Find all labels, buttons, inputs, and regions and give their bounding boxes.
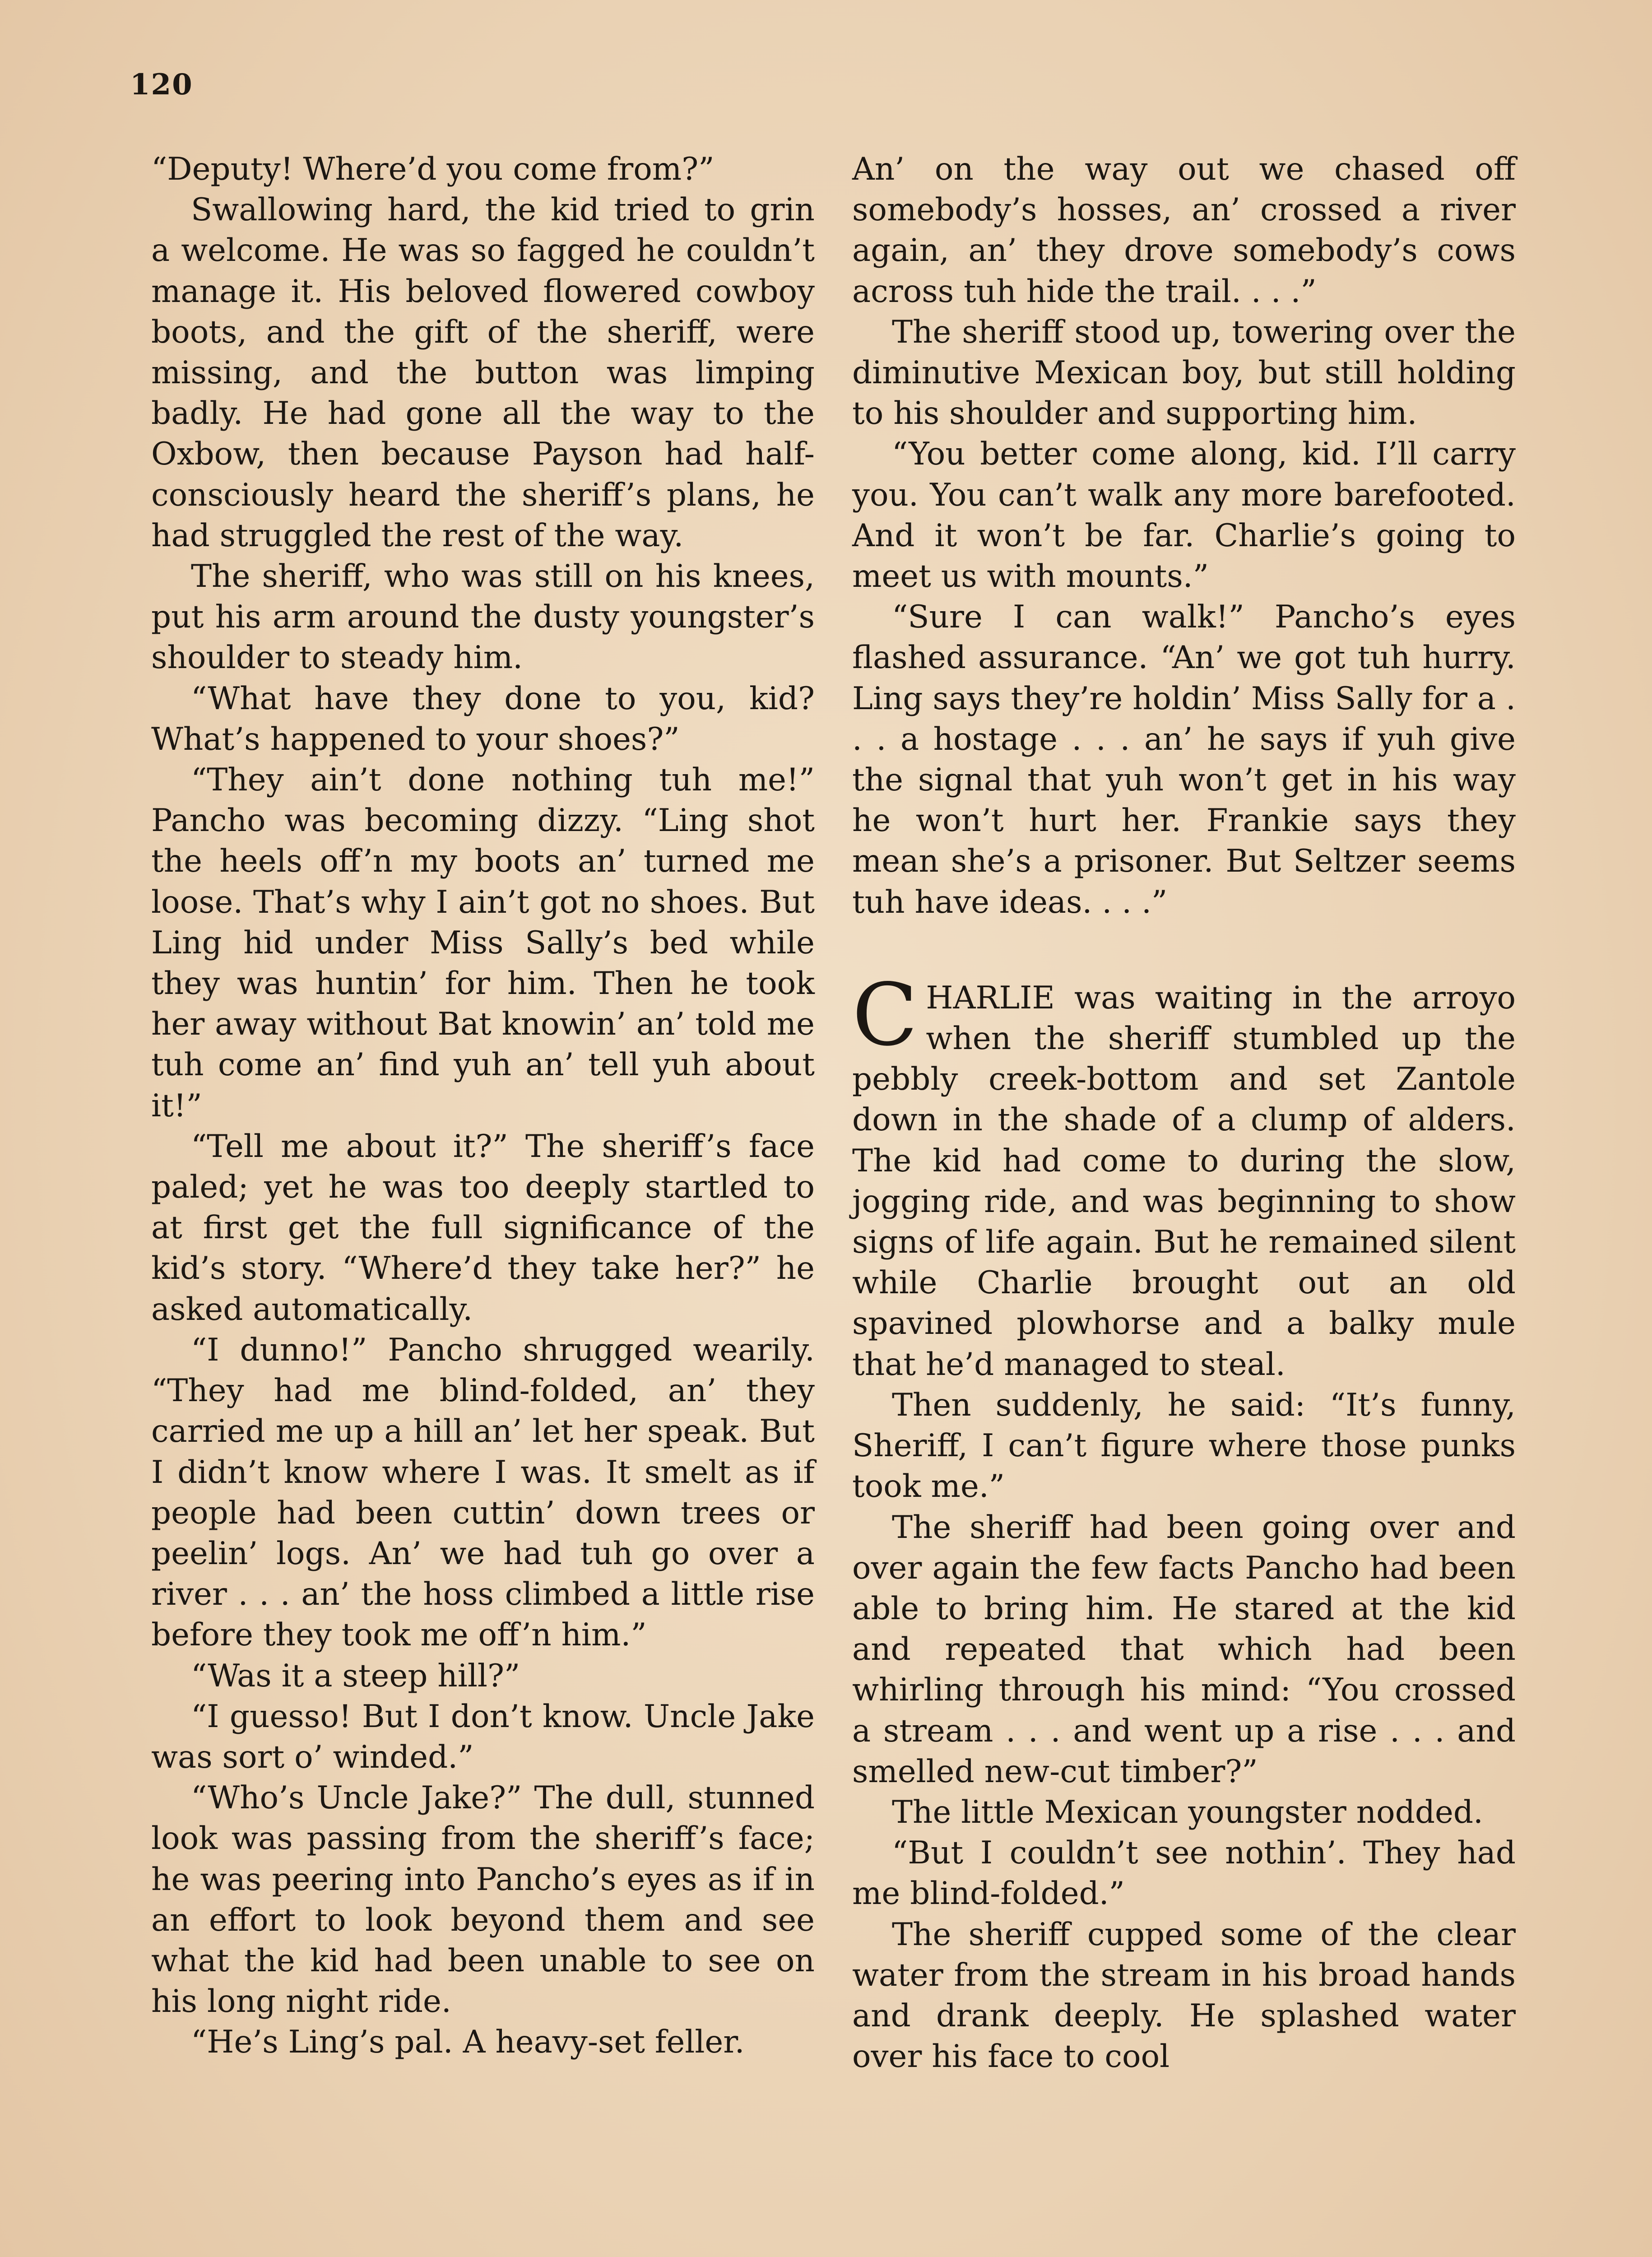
section-opening-paragraph bbox=[852, 965, 1516, 1385]
paragraph: Swallowing hard, the kid tried to grin a welcome. He was so fagged he couldn’t manage it. His beloved flowered cowboy boots, and the gift of the sheriff, were missing, and the button was limping badly. He had gone all the way to the Oxbow, then because Payson had half-consciously heard the sheriff’s plans, he had struggled the rest of the way. bbox=[151, 192, 815, 554]
paragraph: “I dunno!” Pancho shrugged wearily. “They had me blind-folded, an’ they carried me up a hill an’ let her speak. But I didn’t know where I was. It smelt as if people had been cuttin’ down trees or peelin’ logs. An’ we had tuh go over a river . . . an’ the hoss climbed a little rise before they took me off’n him.” bbox=[151, 1332, 815, 1653]
left-column bbox=[151, 149, 815, 2063]
paragraph: “He’s Ling’s pal. A heavy-set feller. bbox=[191, 2024, 745, 2061]
paragraph: “You better come along, kid. I’ll carry you. You can’t walk any more barefooted. And it won’t be far. Charlie’s going to meet us with mounts.” bbox=[852, 436, 1516, 595]
paragraph: The little Mexican youngster nodded. bbox=[892, 1794, 1483, 1830]
paragraph: “Tell me about it?” The sheriff’s face paled; yet he was too deeply startled to at first get the full significance of the kid’s story. “Where’d they take her?” he asked automatically. bbox=[151, 1128, 815, 1328]
paragraph: The sheriff had been going over and over again the few facts Pancho had been able to bring him. He stared at the kid and repeated that which had been whirling through his mind: “You crossed a stream . . . and went up a rise . . . and smelled new-cut timber?” bbox=[852, 1509, 1516, 1790]
paragraph: The sheriff cupped some of the clear water from the stream in his broad hands and drank deeply. He splashed water over his face to cool bbox=[852, 1916, 1516, 2075]
paragraph: “But I couldn’t see nothin’. They had me blind-folded.” bbox=[852, 1835, 1516, 1912]
paragraph: The sheriff, who was still on his knees, put his arm around the dusty youngster’s shoulder to steady him. bbox=[151, 558, 815, 676]
paragraph: The sheriff stood up, towering over the diminutive Mexican boy, but still holding to his shoulder and supporting him. bbox=[852, 314, 1516, 432]
paragraph: Then suddenly, he said: “It’s funny, Sheriff, I can’t figure where those punks took me.” bbox=[852, 1387, 1516, 1505]
paragraph: “Sure I can walk!” Pancho’s eyes flashed assurance. “An’ we got tuh hurry. Ling says they’re holdin’ Miss Sally for a . . . a hostage . . . an’ he says if yuh give the signal that yuh won’t get in his way he won’t hurt her. Frankie says they mean she’s a prisoner. But Seltzer seems tuh have ideas. . . .” bbox=[852, 599, 1516, 920]
paragraph: “They ain’t done nothing tuh me!” Pancho was becoming dizzy. “Ling shot the heels off’n my boots an’ turned me loose. That’s why I ain’t got no shoes. But Ling hid under Miss Sally’s bed while they was huntin’ for him. Then he took her away without Bat knowin’ an’ told me tuh come an’ find yuh an’ tell yuh about it!” bbox=[151, 762, 815, 1124]
drop-cap: C bbox=[852, 965, 918, 1065]
paragraph: An’ on the way out we chased off somebody’s hosses, an’ crossed a river again, an’ they drove somebody’s cows across tuh hide the trail. . . .” bbox=[852, 151, 1516, 310]
paragraph: “Who’s Uncle Jake?” The dull, stunned look was passing from the sheriff’s face; he was peering into Pancho’s eyes as if in an effort to look beyond them and see what the kid had been unable to see on his long night ride. bbox=[151, 1780, 815, 2020]
section-lead-text: HARLIE was waiting in the arroyo when the sheriff stumbled up the pebbly creek-bottom and set Zantole down in the shade of a clump of alders. The kid had come to during the slow, jogging ride, and was beginning to show signs of life again. But he remained silent while Charlie brought out an old spavined plowhorse and a balky mule that he’d managed to steal. bbox=[852, 980, 1516, 1383]
paragraph: “Was it a steep hill?” bbox=[191, 1658, 520, 1694]
paragraph: “Deputy! Where’d you come from?” bbox=[151, 151, 715, 187]
paragraph: “What have they done to you, kid? What’s happened to your shoes?” bbox=[151, 680, 815, 757]
right-column bbox=[852, 149, 1516, 2077]
page-number: 120 bbox=[130, 68, 193, 102]
paragraph: “I guesso! But I don’t know. Uncle Jake was sort o’ winded.” bbox=[151, 1698, 815, 1775]
